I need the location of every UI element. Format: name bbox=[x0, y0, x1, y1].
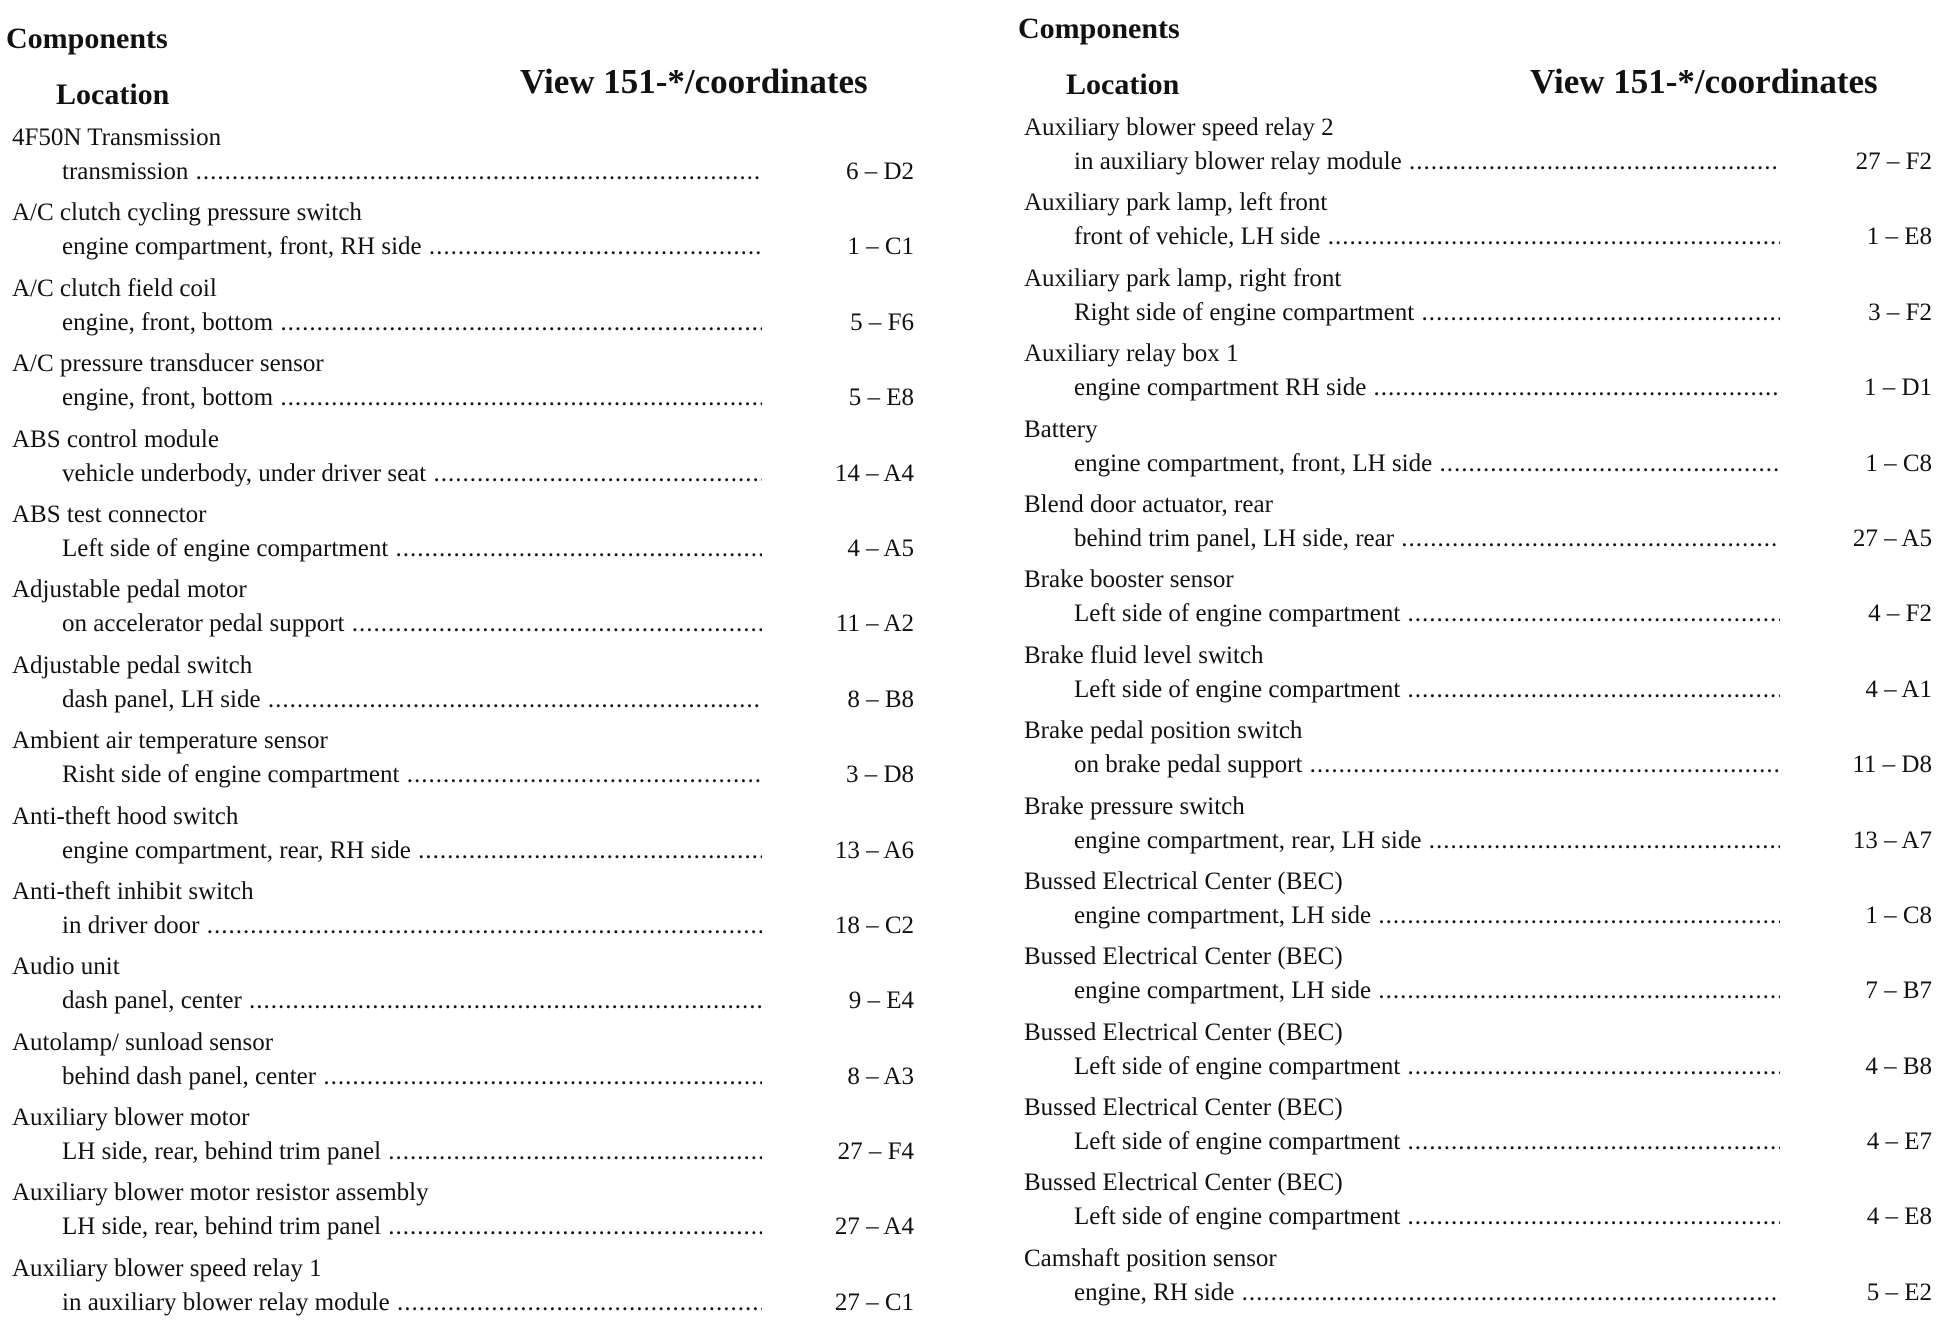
component-name: Bussed Electrical Center (BEC) bbox=[1024, 1018, 1343, 1046]
component-entry bbox=[0, 1253, 920, 1328]
view-coordinate: 4 – A5 bbox=[847, 534, 914, 562]
component-entry bbox=[1012, 489, 1932, 564]
component-location: behind trim panel, LH side, rear ..... bbox=[1074, 525, 1780, 553]
component-name: Bussed Electrical Center (BEC) bbox=[1024, 867, 1343, 895]
component-entry bbox=[1012, 640, 1932, 715]
component-location: engine compartment, rear, LH side ..... bbox=[1074, 827, 1780, 855]
view-coordinate: 3 – F2 bbox=[1868, 298, 1932, 326]
component-entry bbox=[1012, 866, 1932, 941]
component-name: 4F50N Transmission bbox=[12, 124, 222, 151]
view-coordinate: 11 – D8 bbox=[1852, 751, 1932, 779]
component-name: Auxiliary park lamp, right front bbox=[1024, 264, 1342, 292]
view-coordinate: 8 – B8 bbox=[847, 685, 914, 713]
view-coordinate: 3 – D8 bbox=[845, 761, 914, 789]
view-coordinate: 1 – D1 bbox=[1863, 374, 1932, 402]
component-name: Battery bbox=[1024, 415, 1098, 443]
view-coordinate: 11 – A2 bbox=[835, 610, 914, 638]
view-coordinate: 9 – E4 bbox=[848, 987, 914, 1015]
component-entry bbox=[1012, 187, 1932, 262]
view-coordinate: 13 – A7 bbox=[1852, 826, 1932, 854]
component-entry bbox=[1012, 1092, 1932, 1167]
component-location: engine compartment, rear, RH side ..... bbox=[62, 837, 762, 865]
view-coordinate: 4 – F2 bbox=[1868, 600, 1932, 628]
component-name: Brake pedal position switch bbox=[1024, 717, 1303, 745]
component-location: engine, RH side ..... bbox=[1074, 1279, 1780, 1307]
component-name: A/C clutch field coil bbox=[12, 274, 217, 302]
component-entry bbox=[0, 122, 920, 197]
component-name: Adjustable pedal switch bbox=[12, 651, 253, 679]
component-name: Bussed Electrical Center (BEC) bbox=[1024, 943, 1343, 971]
component-entry bbox=[0, 1177, 920, 1252]
component-location: LH side, rear, behind trim panel ..... bbox=[62, 1213, 762, 1241]
component-location: vehicle underbody, under driver seat ..... bbox=[62, 460, 762, 488]
component-name: Auxiliary blower speed relay 2 bbox=[1024, 114, 1334, 141]
component-name: Auxiliary blower speed relay 1 bbox=[12, 1254, 322, 1282]
component-name: Auxiliary relay box 1 bbox=[1024, 340, 1239, 368]
view-coordinate: 5 – E8 bbox=[848, 384, 914, 412]
component-entry bbox=[0, 876, 920, 951]
component-name: Blend door actuator, rear bbox=[1024, 490, 1273, 518]
component-list bbox=[1012, 112, 1932, 1318]
view-coordinate: 27 – F4 bbox=[837, 1138, 914, 1166]
component-name: ABS test connector bbox=[12, 500, 207, 528]
component-entry bbox=[1012, 263, 1932, 338]
component-entry bbox=[0, 197, 920, 272]
view-coordinate: 27 – A4 bbox=[834, 1213, 914, 1241]
component-location: dash panel, LH side ..... bbox=[62, 686, 762, 714]
component-entry bbox=[1012, 791, 1932, 866]
component-entry bbox=[0, 499, 920, 574]
component-entry bbox=[0, 650, 920, 725]
component-location: on accelerator pedal support ..... bbox=[62, 610, 762, 638]
component-location: engine compartment, front, LH side ..... bbox=[1074, 450, 1780, 478]
view-coordinate: 8 – A3 bbox=[847, 1062, 914, 1090]
component-location: on brake pedal support ..... bbox=[1074, 751, 1780, 779]
component-name: Brake pressure switch bbox=[1024, 792, 1245, 820]
component-name: Brake booster sensor bbox=[1024, 566, 1234, 594]
view-coordinate: 27 – A5 bbox=[1852, 524, 1932, 552]
component-name: Adjustable pedal motor bbox=[12, 576, 247, 604]
component-location: Left side of engine compartment ..... bbox=[1074, 676, 1780, 704]
component-entry bbox=[1012, 715, 1932, 790]
component-location: engine compartment, front, RH side ..... bbox=[62, 233, 762, 261]
component-name: Auxiliary blower motor resistor assembly bbox=[12, 1179, 429, 1207]
component-location: Risht side of engine compartment ..... bbox=[62, 761, 762, 789]
component-location: engine compartment, LH side ..... bbox=[1074, 902, 1780, 930]
component-location: front of vehicle, LH side ..... bbox=[1074, 223, 1780, 251]
view-coordinate: 13 – A6 bbox=[834, 836, 914, 864]
component-location: in auxiliary blower relay module ..... bbox=[1074, 148, 1780, 176]
component-location: LH side, rear, behind trim panel ..... bbox=[62, 1138, 762, 1166]
component-name: Autolamp/ sunload sensor bbox=[12, 1028, 274, 1056]
view-coordinate: 1 – C1 bbox=[847, 233, 914, 261]
view-coordinate: 1 – E8 bbox=[1866, 223, 1932, 251]
view-coordinate: 4 – B8 bbox=[1865, 1052, 1932, 1080]
component-entry bbox=[0, 424, 920, 499]
view-coordinate: 18 – C2 bbox=[834, 911, 914, 939]
component-entry bbox=[1012, 1243, 1932, 1318]
component-list bbox=[0, 122, 920, 1328]
view-coordinate: 27 – F2 bbox=[1855, 148, 1932, 175]
component-entry bbox=[0, 1102, 920, 1177]
component-name: A/C pressure transducer sensor bbox=[12, 350, 324, 378]
component-location: Left side of engine compartment ..... bbox=[1074, 1203, 1780, 1231]
component-name: Brake fluid level switch bbox=[1024, 641, 1264, 669]
view-coordinate: 1 – C8 bbox=[1865, 449, 1932, 477]
component-entry bbox=[0, 951, 920, 1026]
component-location: engine, front, bottom ..... bbox=[62, 309, 762, 337]
component-name: Anti-theft inhibit switch bbox=[12, 877, 254, 905]
component-name: Auxiliary blower motor bbox=[12, 1104, 250, 1132]
component-entry bbox=[0, 801, 920, 876]
view-coordinate: 7 – B7 bbox=[1865, 977, 1932, 1005]
component-entry bbox=[0, 574, 920, 649]
component-name: ABS control module bbox=[12, 425, 219, 453]
components-heading: Components bbox=[6, 22, 168, 55]
component-location: engine compartment RH side ..... bbox=[1074, 374, 1780, 402]
component-location: transmission ..... bbox=[62, 158, 762, 186]
component-name: A/C clutch cycling pressure switch bbox=[12, 199, 362, 227]
component-entry bbox=[1012, 112, 1932, 187]
component-location: Right side of engine compartment ..... bbox=[1074, 299, 1780, 327]
components-heading: Components bbox=[1018, 12, 1180, 45]
component-name: Audio unit bbox=[12, 953, 120, 981]
component-entry bbox=[0, 348, 920, 423]
component-entry bbox=[0, 725, 920, 800]
component-entry bbox=[1012, 338, 1932, 413]
view-coordinates-header: View 151-*/coordinates bbox=[1530, 62, 1878, 101]
component-location: behind dash panel, center ..... bbox=[62, 1063, 762, 1091]
component-entry bbox=[0, 1027, 920, 1102]
component-location: engine compartment, LH side ..... bbox=[1074, 977, 1780, 1005]
component-entry bbox=[1012, 564, 1932, 639]
component-name: Ambient air temperature sensor bbox=[12, 727, 328, 755]
component-name: Auxiliary park lamp, left front bbox=[1024, 189, 1328, 217]
view-coordinate: 5 – E2 bbox=[1866, 1278, 1932, 1306]
component-entry bbox=[0, 273, 920, 348]
view-coordinates-header: View 151-*/coordinates bbox=[520, 62, 868, 101]
component-name: Bussed Electrical Center (BEC) bbox=[1024, 1094, 1343, 1122]
view-coordinate: 27 – C1 bbox=[834, 1288, 914, 1316]
component-location: Left side of engine compartment ..... bbox=[62, 535, 762, 563]
component-location: dash panel, center ..... bbox=[62, 987, 762, 1015]
view-coordinate: 4 – E8 bbox=[1866, 1203, 1932, 1231]
location-column-header: Location bbox=[1066, 68, 1180, 101]
component-location: Left side of engine compartment ..... bbox=[1074, 1053, 1780, 1081]
view-coordinate: 5 – F6 bbox=[850, 308, 914, 336]
component-location: Left side of engine compartment ..... bbox=[1074, 600, 1780, 628]
view-coordinate: 14 – A4 bbox=[834, 459, 914, 487]
component-entry bbox=[1012, 414, 1932, 489]
component-entry bbox=[1012, 941, 1932, 1016]
component-name: Anti-theft hood switch bbox=[12, 802, 239, 830]
component-entry bbox=[1012, 1017, 1932, 1092]
component-location: in auxiliary blower relay module ..... bbox=[62, 1289, 762, 1317]
component-name: Camshaft position sensor bbox=[1024, 1244, 1277, 1272]
view-coordinate: 1 – C8 bbox=[1865, 901, 1932, 929]
component-location: in driver door ..... bbox=[62, 912, 762, 940]
view-coordinate: 6 – D2 bbox=[845, 158, 914, 185]
component-entry bbox=[1012, 1167, 1932, 1242]
view-coordinate: 4 – A1 bbox=[1865, 675, 1932, 703]
component-location: engine, front, bottom ..... bbox=[62, 384, 762, 412]
location-column-header: Location bbox=[56, 78, 170, 111]
component-name: Bussed Electrical Center (BEC) bbox=[1024, 1169, 1343, 1197]
component-location: Left side of engine compartment ..... bbox=[1074, 1128, 1780, 1156]
view-coordinate: 4 – E7 bbox=[1866, 1128, 1932, 1156]
